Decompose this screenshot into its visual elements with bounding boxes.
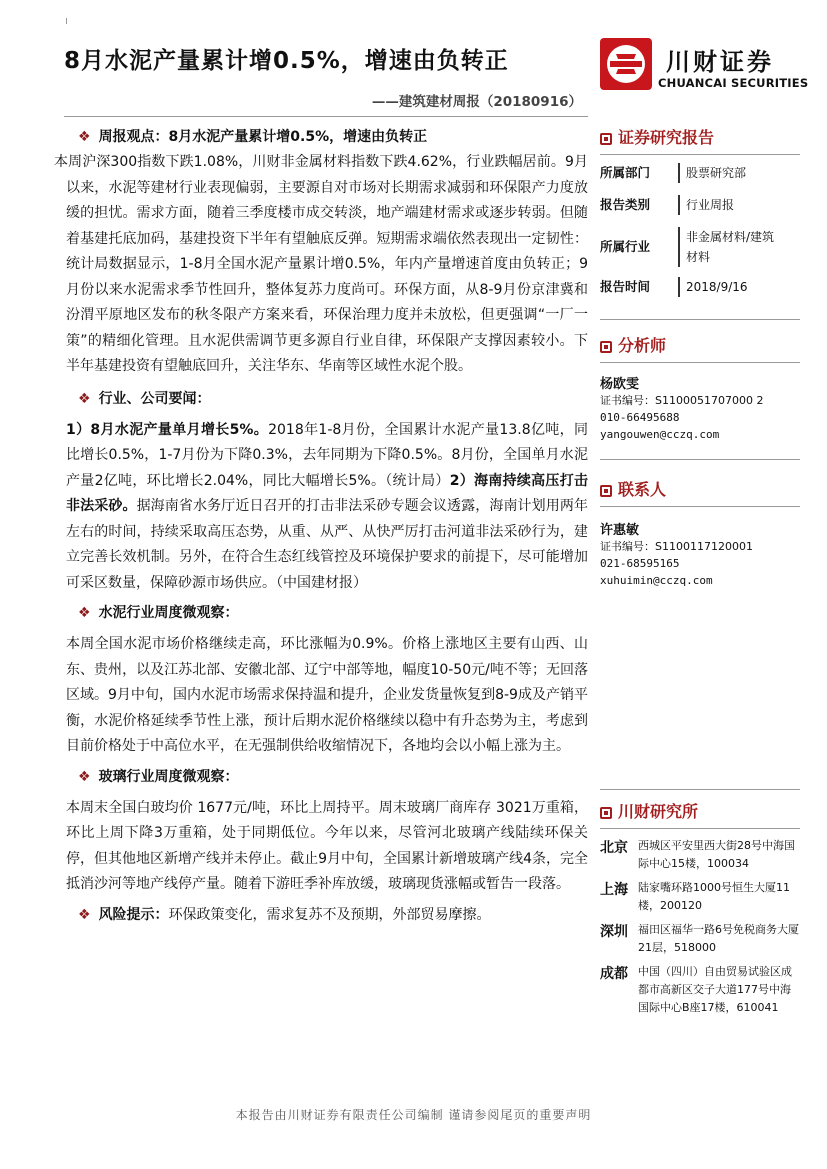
section-heading: ❖ 周报观点：8月水泥产量累计增0.5%，增速由负转正 [78,126,588,150]
section-heading: ❖ 玻璃行业周度微观察： [78,766,588,790]
divider [600,506,800,507]
contact-email: xuhuimin@cczq.com [600,574,713,587]
info-row: 所属部门 股票研究部 [600,163,800,183]
logo-mark-icon [600,38,652,90]
diamond-bullet-icon: ❖ [78,605,91,621]
news-item-body: 据海南省水务厅近日召开的打击非法采砂专题会议透露，海南计划用两年左右的时间，持续采取高压态势，从重、从严、从快严厉打击河道非法采砂行为，建立完善长效机制。另外，在符合生态红线管控及环境保护要求的前提下，尽可能增加可采区数量，保障砂源市场供应。（中国建材报） [66,498,589,591]
square-bullet-icon [600,341,612,353]
info-row: 报告类别 行业周报 [600,195,800,215]
report-subtitle: ——建筑建材周报（20180916） [371,94,582,110]
divider [600,459,800,460]
divider [600,154,800,155]
sidebar-heading: 联系人 [600,478,800,502]
diamond-bullet-icon: ❖ [78,906,91,923]
logo-name-en: CHUANCAI SECURITIES [658,76,809,90]
office-entry: 北京 西城区平安里西大街28号中海国际中心15楼，100034 [600,839,795,870]
divider [600,789,800,790]
square-bullet-icon [600,133,612,145]
divider [600,828,800,829]
section-body: 本周沪深300指数下跌1.08%，川财非金属材料指数下跌4.62%，行业跌幅居前。9月以来，水泥等建材行业表现偏弱，主要源自对市场对长期需求减弱和环保限产力度放缓的担忧。需求方面，随着三季度楼市成交转淡，地产端建材需求或逐步转弱。但随着基建托底加码，基建投资下半年有望触底反弹。短期需求端依然表现出一定韧性：统计局数据显示，1-8月全国水泥产量累计增0.5%，年内产量增速首度由负转正；9月份以来水泥需求季节性回升，整体复苏力度尚可。环保方面，从8-9月份京津冀和汾渭平原地区发布的秋冬限产方案来看，环保治理力度并未放松，但更强调“一厂一策”的精细化管理。且水泥供需调节更多源自行业自律，环保限产支撑因素较小。下半年基建投资有望触底回升，关注华东、华南等区域性水泥个股。 [54,154,588,374]
report-title: 8月水泥产量累计增0.5%，增速由负转正 [64,48,509,74]
section-heading: ❖ 水泥行业周度微观察： [78,602,588,626]
company-logo [600,38,809,94]
office-entry: 成都 中国（四川）自由贸易试验区成都市高新区交子大道177号中海国际中心B座17楼，610041 [600,965,792,1014]
analyst-phone: 010-66495688 [600,411,680,424]
analyst-email: yangouwen@cczq.com [600,428,720,441]
news-item-title: 1）8月水泥产量单月增长5%。 [66,421,269,438]
main-content [54,126,589,928]
sidebar-heading: 川财研究所 [600,800,800,824]
info-row: 所属行业 非金属材料/建筑材料 [600,227,800,267]
news-body [66,418,588,597]
diamond-bullet-icon: ❖ [78,768,91,785]
analyst-cert: 证书编号：S1100051707000 2 [600,394,764,407]
square-bullet-icon [600,485,612,497]
header-divider [64,116,588,117]
sidebar-heading: 分析师 [600,334,800,358]
diamond-bullet-icon: ❖ [78,129,91,145]
analyst-name: 杨欧雯 [600,377,640,392]
corner-mark [66,18,71,24]
info-row: 报告时间 2018/9/16 [600,277,800,297]
section-body: 本周末全国白玻均价 1677元/吨，环比上周持平。周末玻璃厂商库存 3021万重箱，环比上周下降3万重箱，处于同期低位。今年以来，尽管河北玻璃产线陆续环保关停，但其他地区新增产线并未停止。截止9月中旬，全国累计新增玻璃产线4条，完全抵消沙河等地产线停产量。随着下游旺季补库放缓，玻璃现货涨幅或暂告一段落。 [66,799,588,892]
section-body: 本周全国水泥市场价格继续走高，环比涨幅为0.9%。价格上涨地区主要有山西、山东、贵州，以及江苏北部、安徽北部、辽宁中部等地，幅度10-50元/吨不等；无回落区域。9月中旬，国内水泥市场需求保持温和提升，企业发货量恢复到8-9成及产销平衡，水泥价格延续季节性上涨，预计后期水泥价格继续以稳中有升态势为主，考虑到目前价格处于中高位水平，在无强制供给收缩情况下，各地均会以小幅上涨为主。 [66,636,588,754]
contact-phone: 021-68595165 [600,557,680,570]
divider [600,319,800,320]
risk-section: ❖ 风险提示：环保政策变化，需求复苏不及预期，外部贸易摩擦。 [78,904,588,928]
sidebar [600,126,800,1023]
divider [600,362,800,363]
diamond-bullet-icon: ❖ [78,390,91,407]
section-heading: ❖ 行业、公司要闻： [78,388,588,412]
news-item-body: 2018年1-8月份，全国累计水泥产量13.8亿吨，同比增长0.5%，1-7月份为下降0.3%，去年同期为下降0.5%。8月份，全国单月水泥产量2亿吨，环比增长2.04%，同比大幅增长5%。（统计局） [66,421,588,489]
sidebar-heading: 证券研究报告 [600,126,800,150]
office-entry: 上海 陆家嘴环路1000号恒生大厦11楼，200120 [600,881,790,912]
page-footer: 本报告由川财证券有限责任公司编制 谨请参阅尾页的重要声明 [235,1108,592,1122]
contact-name: 许惠敏 [600,523,640,538]
risk-body: 环保政策变化，需求复苏不及预期，外部贸易摩擦。 [168,906,491,923]
contact-cert: 证书编号：S1100117120001 [600,540,753,553]
square-bullet-icon [600,807,612,819]
logo-name-cn: 川财证券 [666,48,774,76]
news-item-title: 2）海南持续高压打击非法采砂。 [66,472,589,514]
office-entry: 深圳 福田区福华一路6号免税商务大厦21层，518000 [600,923,799,954]
